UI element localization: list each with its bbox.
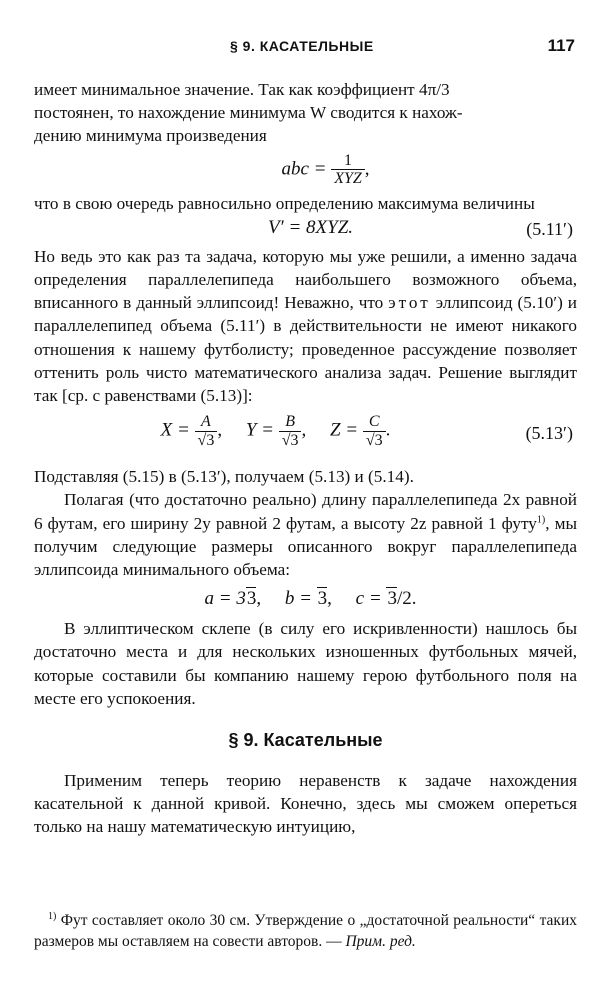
eq-z-numerator: C — [363, 413, 386, 432]
para3-part-b: эллипсоид (5.10′) и параллелепипед объема (5.11′) в действительности не имеют никакого отношения к нашему футболисту; проведенное рассуждение позволяет оттенить роль чисто математического анализа задач. Решение выглядит так [ср. с равенствами (5.13)]: — [34, 293, 578, 406]
eq-xyz-number: (5.13′) — [525, 423, 573, 444]
eq-z-end: . — [385, 419, 391, 441]
eq-z-fraction — [363, 413, 386, 449]
para1-line2: постоянен, то нахождение минимума W сводится к нахож- — [34, 103, 463, 123]
footnote-ref: 1) — [536, 513, 546, 525]
eq-y-fraction — [279, 413, 302, 449]
eq-z-lhs: Z = — [329, 419, 359, 441]
para1-line3: дению минимума произведения — [34, 126, 267, 146]
para5-part-b: , мы получим следующие размеры описанного вокруг параллелепипеда эллипсоида минимального объема: — [34, 513, 577, 580]
page-number: 117 — [547, 36, 575, 55]
running-head — [34, 34, 577, 58]
page-body — [34, 78, 577, 839]
eq-v-formula: V′ = 8XYZ. — [267, 216, 354, 238]
eq-abc-tail: , — [364, 158, 370, 180]
paragraph-1 — [34, 78, 577, 148]
eq-y-numerator: B — [279, 413, 302, 432]
eq-x-numerator: A — [195, 413, 218, 432]
para5-part-a: Полагая (что достаточно реально) длину параллелепипеда 2x равной 6 футам, его ширину 2y равной 2 футам, а высоту 2z равной 1 футу — [34, 490, 577, 533]
eq-z-denominator: √3 — [365, 431, 383, 449]
footnote-text: Фут составляет около 30 см. Утверждение о „достаточной реальности“ таких размеров мы оставляем на совести авторов. — — [34, 912, 577, 950]
running-head-title: § 9. КАСАТЕЛЬНЫЕ — [230, 38, 374, 54]
eq-c-tail: /2. — [396, 588, 417, 610]
eq-y-lhs: Y = — [245, 419, 274, 441]
para1-line1: имеет минимальное значение. Так как коэффициент 4π/3 — [34, 80, 450, 99]
eq-abc-denominator: XYZ — [334, 170, 362, 188]
eq-x-denominator: √3 — [197, 431, 215, 449]
eq-b-radical: 3 — [317, 588, 328, 610]
footnote — [34, 910, 577, 952]
footnote-mark: 1) — [48, 910, 57, 922]
eq-x-fraction — [195, 413, 218, 449]
eq-x-sep: , — [217, 419, 223, 441]
eq-c-radical: 3 — [387, 588, 397, 610]
eq-abc-numerator: 1 — [331, 152, 365, 171]
equation-abc — [34, 148, 577, 192]
section-heading: § 9. Касательные — [228, 730, 383, 751]
eq-x-lhs: X = — [160, 419, 190, 441]
paragraph-7: Применим теперь теорию неравенств к задаче нахождения касательной к данной кривой. Конечно, здесь мы сможем опереться только на нашу математическую интуицию, — [34, 771, 577, 837]
eq-b-sep: , — [327, 588, 332, 610]
eq-a-sep: , — [256, 588, 262, 610]
para3-part-a: Но ведь это как раз та задача, которую мы уже решили, а именно задача определения параллелепипеда наибольшего возможного объема, вписанного в данный эллипсоид! Неважно, что — [34, 246, 577, 313]
eq-v-number: (5.11′) — [526, 218, 573, 239]
paragraph-3 — [34, 245, 577, 407]
para3-spaced-word: этот — [388, 293, 431, 313]
paragraph-5 — [34, 488, 577, 581]
paragraph-6: В эллиптическом склепе (в силу его искривленности) нашлось бы достаточно места и для нескольких изношенных футбольных мячей, которые составили бы компанию нашему герою футбольного поля на месте его успокоения. — [34, 619, 577, 708]
eq-y-sep: , — [301, 419, 307, 441]
paragraph-4: Подставляя (5.15) в (5.13′), получаем (5.13) и (5.14). — [34, 467, 414, 487]
eq-c: c = — [355, 588, 387, 610]
paragraph-2: что в свою очередь равносильно определению максимума величины — [34, 193, 535, 213]
eq-a-radical: 3 — [246, 588, 257, 610]
eq-y-denominator: √3 — [281, 431, 299, 449]
eq-a: a = 3 — [204, 588, 246, 610]
footnote-editor-note: Прим. ред. — [345, 933, 416, 950]
eq-abc-fraction — [331, 152, 365, 188]
equation-xyz — [34, 407, 577, 465]
equation-abc-values — [34, 581, 577, 617]
equation-v — [34, 215, 577, 245]
eq-abc-lhs: abc = — [281, 158, 327, 180]
eq-b: b = — [284, 588, 317, 610]
